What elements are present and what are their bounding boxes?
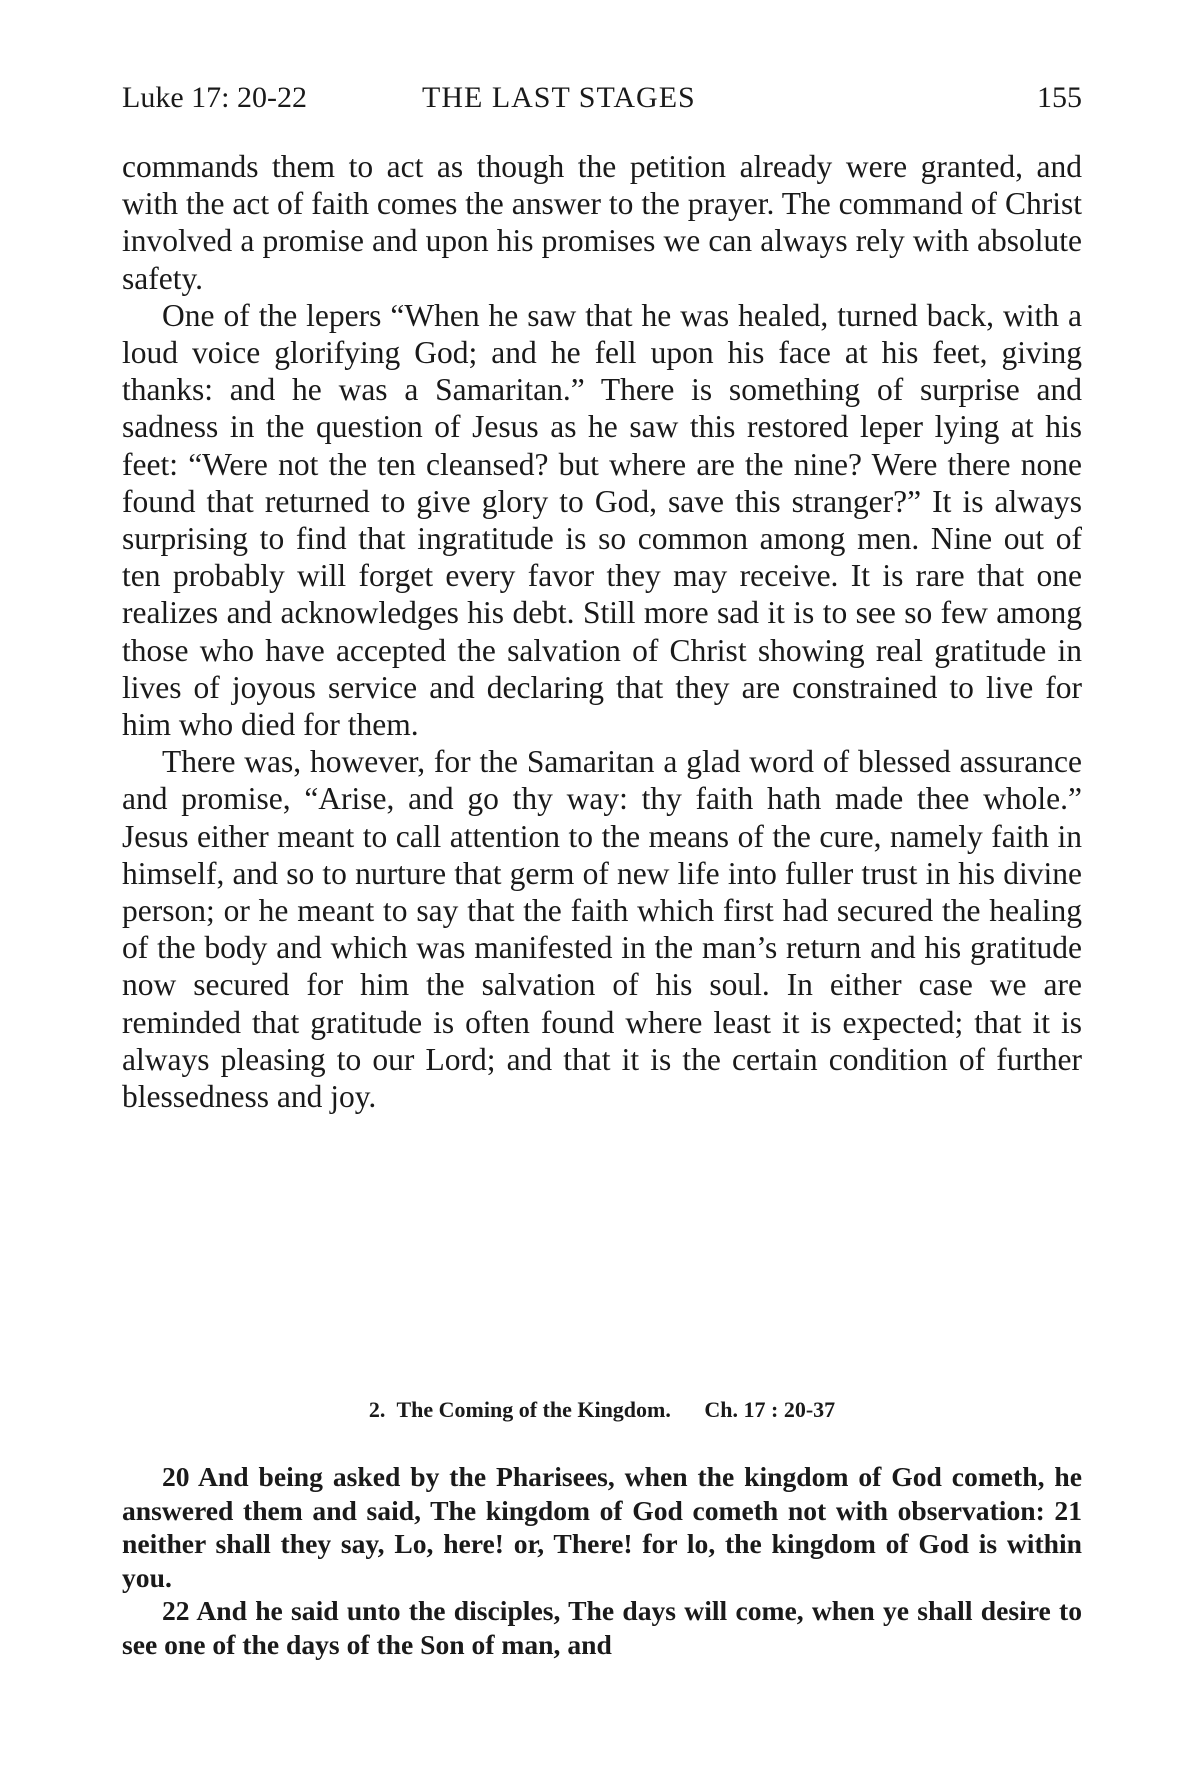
section-number: 2. [368, 1397, 386, 1422]
scripture-verse: 22 And he said unto the disciples, The days will come, when ye shall desire to see one of the days of the Son of man, and [122, 1595, 1082, 1660]
paragraph: There was, however, for the Samaritan a glad word of blessed assurance and promise, “Arise, and go thy way: thy faith hath made thee whole.” Jesus either meant to call attention to the means of the cure, namely faith in himself, and so to nurture that germ of new life into fuller trust in his divine person; or he meant to say that the faith which first had secured the healing of the body and which was manifested in the man’s return and his gratitude now secured for him the salvation of his soul. In either case we are reminded that gratitude is often found where least it is expected; that it is always pleasing to our Lord; and that it is the certain condition of further blessedness and joy. [122, 744, 1082, 1115]
scripture-text [122, 1460, 1082, 1661]
scripture-verse: 20 And being asked by the Pharisees, when the kingdom of God cometh, he answered them and said, The kingdom of God cometh not with observation: 21 neither shall they say, Lo, here! or, There! for lo, the kingdom of God is within you. [122, 1461, 1082, 1593]
paragraph: One of the lepers “When he saw that he was healed, turned back, with a loud voice glorifying God; and he fell upon his face at his feet, giving thanks: and he was a Samaritan.” There is something of surprise and sadness in the question of Jesus as he saw this restored leper lying at his feet: “Were not the ten cleansed? but where are the nine? Were there none found that returned to give glory to God, save this stranger?” It is always surprising to find that ingratitude is so common among men. Nine out of ten probably will forget every favor they may receive. It is rare that one realizes and acknowledges his debt. Still more sad it is to see so few among those who have accepted the salvation of Christ showing real gratitude in lives of joyous service and declaring that they are constrained to live for him who died for them. [122, 297, 1082, 743]
section-heading [122, 1395, 1082, 1425]
commentary-text [122, 148, 1082, 1115]
header-title: THE LAST STAGES [422, 81, 696, 114]
paragraph: commands them to act as though the petition already were granted, and with the act of faith comes the answer to the prayer. The command of Christ involved a promise and upon his promises we can always rely with absolute safety. [122, 149, 1082, 296]
running-header [122, 78, 1082, 118]
header-scripture-reference: Luke 17: 20-22 [122, 81, 307, 114]
section-reference: Ch. 17 : 20-37 [704, 1397, 836, 1422]
page-number: 155 [1037, 81, 1082, 114]
section-title: The Coming of the Kingdom. [396, 1397, 671, 1422]
